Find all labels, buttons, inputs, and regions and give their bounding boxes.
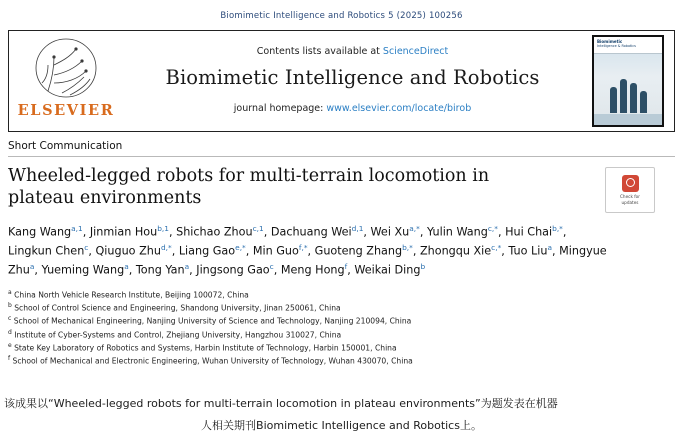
cover-robot-figures — [594, 71, 662, 113]
author-affiliation-mark: b,* — [552, 224, 563, 233]
author-name: Mingyue Zhu — [8, 244, 607, 277]
elsevier-wordmark: ELSEVIER — [17, 102, 115, 119]
caption-line-2: 人相关期刊Biomimetic Intelligence and Robotics上。 — [201, 418, 482, 432]
journal-running-head: Biomimetic Intelligence and Robotics 5 (2025) 100256 — [220, 11, 463, 21]
author-affiliation-mark: d,1 — [351, 224, 364, 233]
author-name: Qiuguo Zhu — [95, 244, 161, 258]
affiliation-text: Institute of Cyber-Systems and Control, Zhejiang University, Hangzhou 310027, China — [11, 330, 342, 340]
affiliation-text: School of Mechanical Engineering, Nanjing University of Science and Technology, Nanjing 210094, China — [11, 316, 412, 326]
masthead-center — [123, 31, 582, 131]
affiliation-item — [8, 354, 675, 367]
author-name: Zhongqu Xie — [419, 244, 492, 258]
author-name: Tuo Liu — [508, 244, 548, 258]
author-affiliation-mark: a,1 — [71, 224, 83, 233]
author-affiliation-mark: c,* — [491, 242, 502, 252]
author-separator: , — [363, 225, 371, 239]
article-type: Short Communication — [8, 140, 675, 157]
sciencedirect-link[interactable]: ScienceDirect — [382, 46, 449, 57]
author-name: Shichao Zhou — [176, 225, 253, 239]
author-affiliation-mark: c — [269, 261, 274, 271]
figure-caption — [0, 393, 683, 446]
journal-masthead — [8, 30, 675, 132]
author-name: Weikai Ding — [354, 263, 421, 277]
crossmark-text — [620, 194, 640, 205]
author-separator: , — [307, 244, 315, 258]
author-name: Kang Wang — [8, 225, 72, 239]
affiliation-mark: c — [8, 315, 12, 323]
affiliation-item — [8, 314, 675, 327]
affiliation-item — [8, 288, 675, 301]
publisher-logo — [9, 31, 123, 131]
author-affiliation-mark: b — [420, 261, 426, 271]
author-affiliation-mark: c,1 — [252, 224, 264, 233]
cover-title-line1: Biomimetic — [597, 39, 623, 44]
contents-prefix: Contents lists available at — [256, 46, 383, 57]
affiliation-item — [8, 301, 675, 314]
cover-band — [594, 37, 662, 54]
author-name: Lingkun Chen — [8, 244, 85, 258]
author-affiliation-mark: b,* — [402, 242, 413, 252]
affiliation-text: China North Vehicle Research Institute, Beijing 100072, China — [11, 290, 249, 300]
author-separator: , — [419, 225, 427, 239]
author-separator: , — [412, 244, 420, 258]
crossmark-line2: updates — [621, 199, 639, 205]
author-affiliation-mark: b,1 — [157, 224, 169, 233]
caption-line-1: 该成果以“Wheeled-legged robots for multi-terrain locomotion in plateau environments”为题发表在机器 — [4, 397, 558, 411]
author-affiliation-mark: e,* — [235, 242, 246, 252]
author-name: Jingsong Gao — [196, 263, 270, 277]
author-name: Dachuang Wei — [270, 225, 352, 239]
author-separator: , — [88, 244, 96, 258]
author-name: Min Guo — [252, 244, 299, 258]
author-affiliation-mark: a,* — [409, 224, 420, 233]
author-separator: , — [552, 244, 560, 258]
author-name: Guoteng Zhang — [314, 244, 403, 258]
author-separator: , — [497, 225, 506, 239]
author-separator: , — [171, 244, 179, 258]
author-affiliation-mark: a — [547, 242, 552, 252]
author-separator: , — [501, 244, 509, 258]
affiliation-mark: f — [8, 355, 11, 363]
journal-homepage-link[interactable]: www.elsevier.com/locate/birob — [326, 103, 472, 114]
author-affiliation-mark: a — [184, 261, 190, 271]
affiliation-mark: b — [8, 301, 12, 309]
author-affiliation-mark: f,* — [298, 242, 308, 252]
affiliation-list — [8, 288, 675, 368]
author-affiliation-mark: f — [344, 261, 348, 271]
author-separator: , — [189, 263, 197, 277]
author-name: Jinmian Hou — [89, 225, 158, 239]
affiliation-mark: e — [8, 341, 12, 349]
author-separator: , — [273, 263, 281, 277]
crossmark-icon — [622, 175, 639, 192]
author-affiliation-mark: a — [124, 261, 129, 271]
author-affiliation-mark: a — [29, 261, 35, 271]
masthead-right — [582, 31, 674, 131]
author-name: Hui Chai — [505, 225, 553, 239]
author-name: Wei Xu — [370, 225, 410, 239]
author-name: Meng Hong — [280, 263, 345, 277]
author-name: Liang Gao — [178, 244, 236, 258]
author-separator: , — [128, 263, 136, 277]
elsevier-tree-icon — [18, 35, 114, 101]
affiliation-text: State Key Laboratory of Robotics and Systems, Harbin Institute of Technology, Harbin 150001, China — [11, 343, 397, 353]
crossmark-badge[interactable] — [605, 167, 655, 213]
homepage-prefix: journal homepage: — [233, 103, 327, 114]
author-separator: , — [34, 263, 42, 277]
cover-footer-band — [594, 114, 662, 125]
journal-homepage-line — [234, 103, 471, 114]
author-separator: , — [347, 263, 355, 277]
author-separator: , — [168, 225, 177, 239]
journal-cover-image — [592, 35, 664, 127]
affiliation-item — [8, 341, 675, 354]
author-affiliation-mark: c,* — [487, 224, 498, 233]
author-name: Tong Yan — [135, 263, 185, 277]
cover-title-line2: Intelligence & Robotics — [597, 44, 636, 48]
author-separator: , — [245, 244, 253, 258]
author-separator: , — [82, 225, 90, 239]
author-affiliation-mark: d,* — [160, 242, 172, 252]
title-row — [8, 165, 675, 213]
author-name: Yueming Wang — [41, 263, 125, 277]
journal-title: Biomimetic Intelligence and Robotics — [165, 66, 540, 89]
affiliation-item — [8, 328, 675, 341]
author-separator: , — [263, 225, 271, 239]
contents-available-line — [257, 46, 448, 57]
author-list — [8, 223, 608, 280]
crossmark-line1: Check for — [620, 194, 640, 200]
affiliation-text: School of Mechanical and Electronic Engineering, Wuhan University of Technology, Wuhan 430070, China — [10, 356, 413, 366]
affiliation-text: School of Control Science and Engineering, Shandong University, Jinan 250061, China — [11, 303, 341, 313]
article-header — [8, 132, 675, 367]
affiliation-mark: d — [8, 328, 12, 336]
affiliation-mark: a — [8, 288, 12, 296]
author-separator: , — [562, 225, 567, 239]
author-affiliation-mark: c — [84, 242, 89, 252]
author-name: Yulin Wang — [426, 225, 488, 239]
article-title: Wheeled-legged robots for multi-terrain locomotion in plateau environments — [8, 166, 490, 209]
